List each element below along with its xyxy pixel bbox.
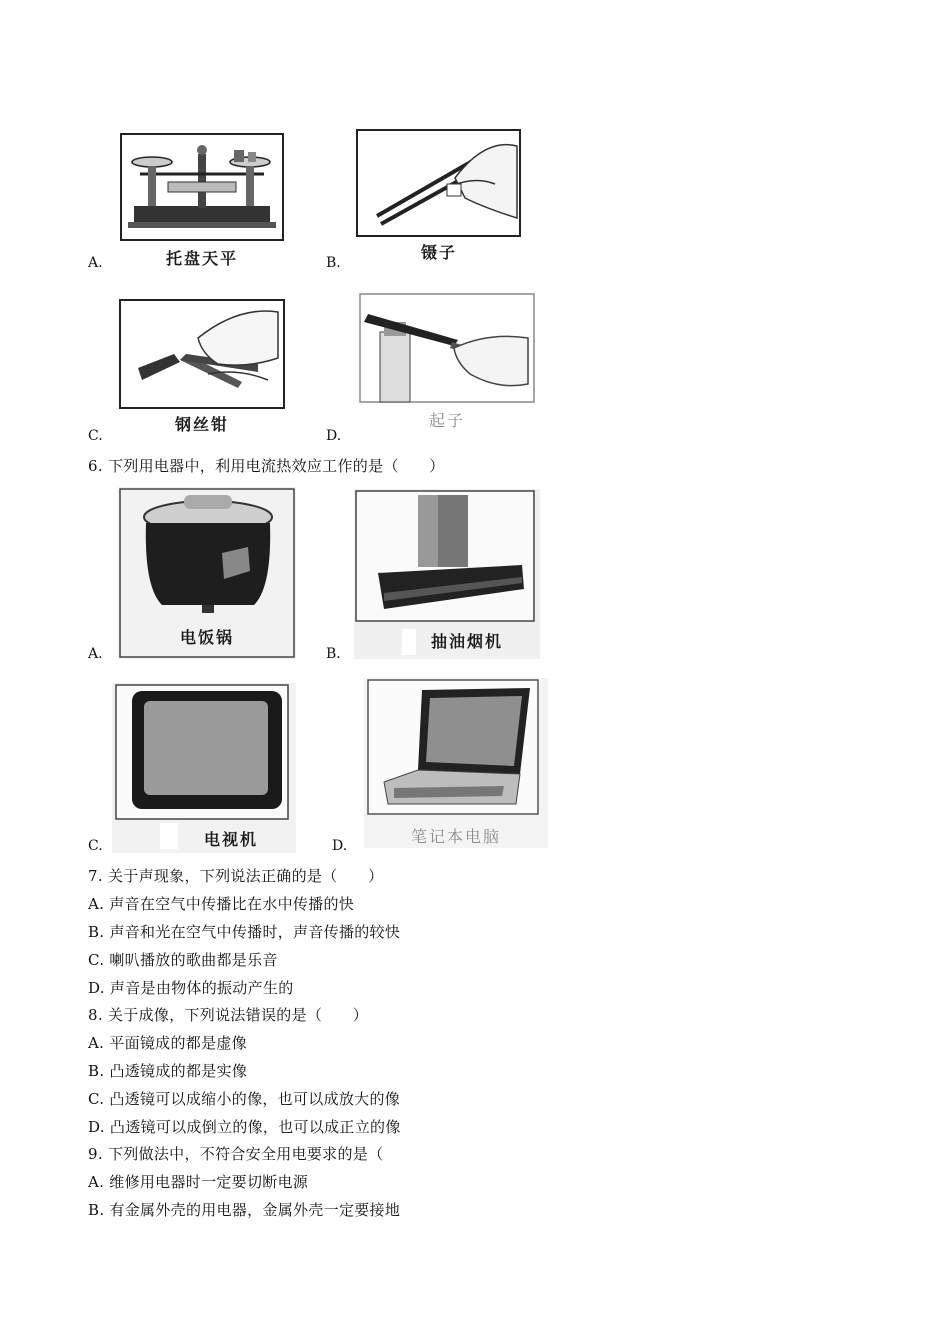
q6-option-c-picture (112, 683, 296, 853)
q8-option-a: A. 平面镜成的都是虚像 (88, 1034, 247, 1052)
option-a-letter: A. (88, 255, 103, 271)
option-d-letter: D. (326, 428, 342, 444)
q9-option-b: B. 有金属外壳的用电器，金属外壳一定要接地 (88, 1201, 401, 1219)
q6-option-b-caption: 抽油烟机 (430, 632, 503, 651)
q8-option-d: D. 凸透镜可以成倒立的像，也可以成正立的像 (88, 1118, 401, 1136)
q8-stem: 8. 关于成像，下列说法错误的是（ ） (88, 1006, 369, 1024)
q7-stem: 7. 关于声现象，下列说法正确的是（ ） (88, 867, 384, 885)
q6-option-d-caption: 笔记本电脑 (410, 827, 501, 846)
laptop-icon (364, 678, 548, 848)
q6-option-c-letter: C. (88, 838, 103, 854)
q9-stem: 9. 下列做法中，不符合安全用电要求的是（ (88, 1145, 384, 1163)
option-a-caption: 托盘天平 (165, 249, 238, 268)
pliers-icon (118, 298, 286, 410)
q7-option-b: B. 声音和光在空气中传播时，声音传播的较快 (88, 923, 401, 941)
bottle-opener-icon (358, 292, 536, 404)
option-b-letter: B. (326, 255, 341, 271)
option-b-picture (355, 128, 523, 266)
option-d-caption: 起子 (428, 411, 465, 430)
option-c-letter: C. (88, 428, 103, 444)
q6-option-d-letter: D. (332, 838, 348, 854)
q8-option-c: C. 凸透镜可以成缩小的像，也可以成放大的像 (88, 1090, 401, 1108)
q8-option-b: B. 凸透镜成的都是实像 (88, 1062, 248, 1080)
option-c-caption: 钢丝钳 (174, 415, 229, 434)
q7-option-c: C. 喇叭播放的歌曲都是乐音 (88, 951, 278, 969)
q6-option-a-caption: 电饭锅 (179, 628, 234, 647)
option-d-picture (358, 292, 536, 434)
q6-option-c-caption: 电视机 (203, 830, 258, 849)
q6-option-b-letter: B. (326, 646, 341, 662)
q7-option-d: D. 声音是由物体的振动产生的 (88, 979, 294, 997)
q6-stem: 6. 下列用电器中，利用电流热效应工作的是（ ） (88, 457, 445, 475)
option-c-picture (118, 298, 286, 436)
q6-option-a-picture (118, 487, 296, 659)
q6-option-d-picture (364, 678, 548, 848)
balance-scale-icon (118, 132, 286, 244)
option-b-caption: 镊子 (420, 243, 457, 262)
q9-option-a: A. 维修用电器时一定要切断电源 (88, 1173, 309, 1191)
q7-option-a: A. 声音在空气中传播比在水中传播的快 (88, 895, 355, 913)
option-a-picture (118, 132, 286, 272)
tweezers-icon (355, 128, 523, 240)
q6-option-b-picture (354, 489, 540, 659)
q6-option-a-letter: A. (88, 646, 103, 662)
